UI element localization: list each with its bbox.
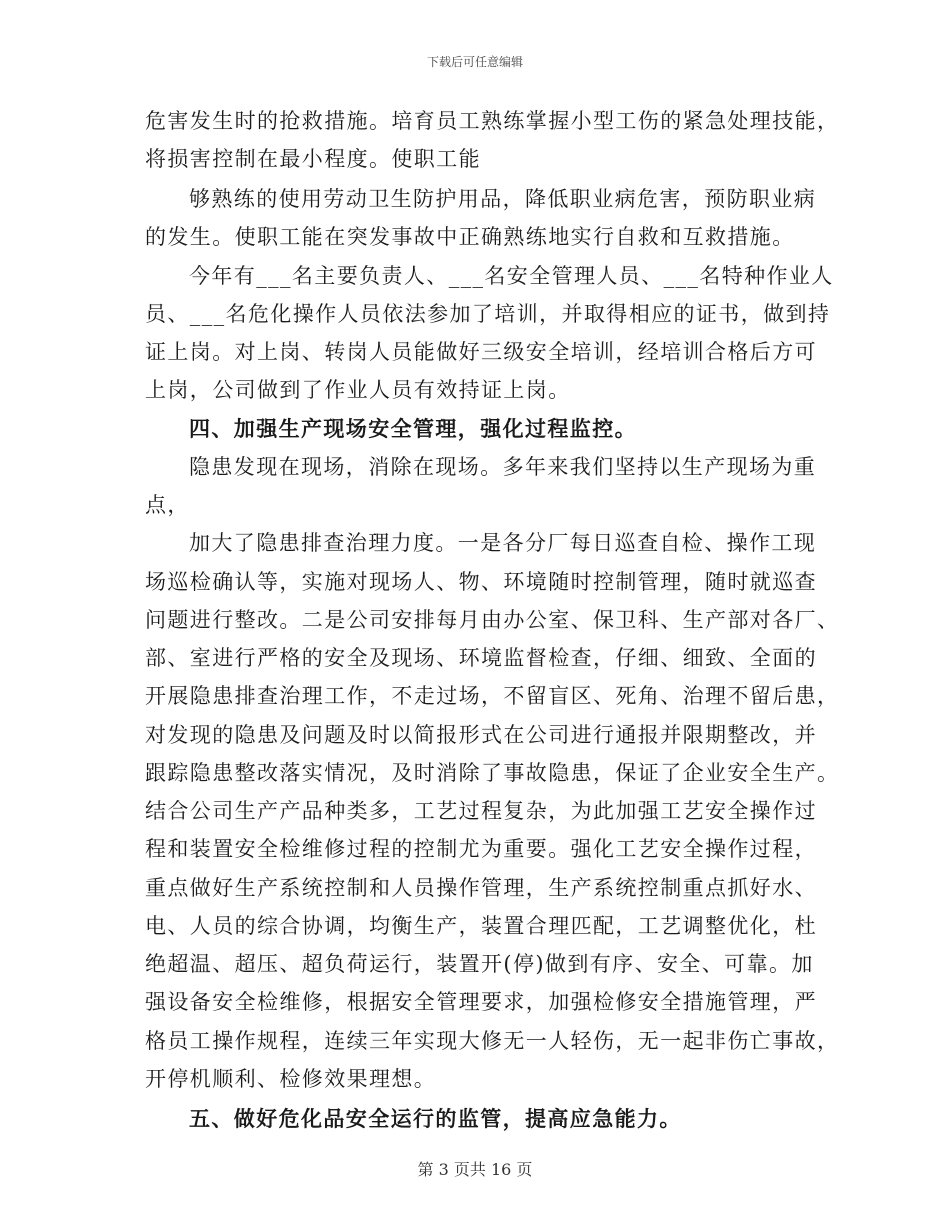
text-line: 加大了隐患排查治理力度。一是各分厂每日巡查自检、操作工现 [189, 531, 817, 555]
text-line: 隐患发现在现场，消除在现场。多年来我们坚持以生产现场为重 [189, 455, 817, 479]
text-line: 重点做好生产系统控制和人员操作管理，生产系统控制重点抓好水、 [145, 876, 817, 900]
text-line: 程和装置安全检维修过程的控制尤为重要。强化工艺安全操作过程， [145, 837, 817, 861]
text-line: 对发现的隐患及问题及时以简报形式在公司进行通报并限期整改，并 [145, 723, 817, 747]
text-line: 场巡检确认等，实施对现场人、物、环境随时控制管理，随时就巡查 [145, 570, 817, 594]
page-header: 下载后可任意编辑 [426, 55, 523, 69]
text-line: 证上岗。对上岗、转岗人员能做好三级安全培训，经培训合格后方可 [145, 340, 817, 364]
text-line: 危害发生时的抢救措施。培育员工熟练掌握小型工伤的紧急处理技能， [145, 109, 840, 133]
text-line: 员、___名危化操作人员依法参加了培训，并取得相应的证书，做到持 [145, 302, 831, 326]
text-line: 跟踪隐患整改落实情况，及时消除了事故隐患，保证了企业安全生产。 [145, 761, 840, 785]
text-line: 强设备安全检维修，根据安全管理要求，加强检修安全措施管理，严 [145, 990, 817, 1014]
text-line: 绝超温、超压、超负荷运行，装置开(停)做到有序、安全、可靠。加 [145, 952, 814, 976]
text-line: 的发生。使职工能在突发事故中正确熟练地实行自救和互救措施。 [145, 225, 795, 249]
section-heading: 四、加强生产现场安全管理，强化过程监控。 [189, 416, 637, 441]
text-line: 结合公司生产产品种类多，工艺过程复杂，为此加强工艺安全操作过 [145, 799, 817, 823]
text-line: 点， [145, 493, 190, 517]
text-line: 开停机顺利、检修效果理想。 [145, 1067, 437, 1091]
section-heading: 五、做好危化品安全运行的监管，提高应急能力。 [189, 1106, 682, 1131]
text-line: 上岗，公司做到了作业人员有效持证上岗。 [145, 378, 571, 402]
text-line: 格员工操作规程，连续三年实现大修无一人轻伤，无一起非伤亡事故， [145, 1029, 840, 1053]
text-line: 将损害控制在最小程度。使职工能 [145, 147, 481, 171]
text-line: 问题进行整改。二是公司安排每月由办公室、保卫科、生产部对各厂、 [145, 608, 840, 632]
text-line: 今年有___名主要负责人、___名安全管理人员、___名特种作业人 [189, 264, 834, 288]
text-line: 部、室进行严格的安全及现场、环境监督检查，仔细、细致、全面的 [145, 646, 817, 670]
page-footer: 第 3 页共 16 页 [417, 1160, 533, 1179]
text-line: 电、人员的综合协调，均衡生产，装置合理匹配，工艺调整优化，杜 [145, 914, 817, 938]
text-line: 够熟练的使用劳动卫生防护用品，降低职业病危害，预防职业病 [189, 187, 817, 211]
text-line: 开展隐患排查治理工作，不走过场，不留盲区、死角、治理不留后患， [145, 684, 840, 708]
